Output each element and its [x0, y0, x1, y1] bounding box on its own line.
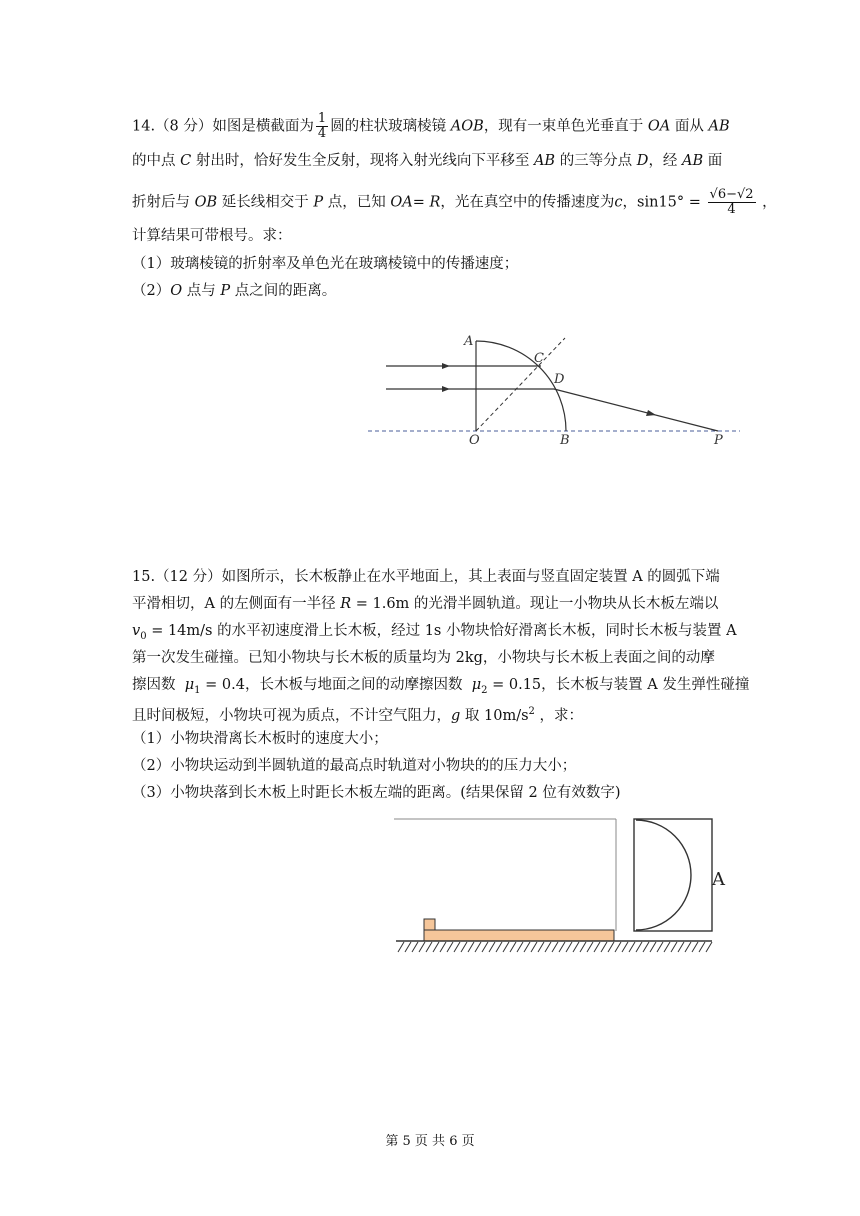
q15-line-3: $v_0 = 14m/s$ 的水平初速度滑上长木板，经过 1s 小物块恰好滑离长木板，同时长木板与装置 A	[132, 623, 737, 642]
q14-question-1: （1）玻璃棱镜的折射率及单色光在玻璃棱镜中的传播速度；	[132, 256, 519, 272]
q15-question-1: （1）小物块滑离长木板时的速度大小；	[132, 731, 388, 747]
label-o: O	[469, 433, 480, 448]
q15-line-5: 擦因数 $\mu_1 = 0.4$，长木板与地面之间的动摩擦因数 $\mu_2 = 0.15$，长木板与装置 A 发生弹性碰撞	[132, 677, 750, 696]
fraction-quarter: $\frac{1}{4}$	[317, 111, 327, 141]
arrow-lower	[442, 386, 450, 392]
label-p: P	[714, 433, 723, 448]
label-a: A	[464, 334, 474, 349]
arrow-upper	[442, 363, 450, 369]
q15-line-2: 平滑相切，A 的左侧面有一半径 R = 1.6m 的光滑半圆轨道。现让一小物块从长木板左端以	[132, 596, 719, 612]
refracted-ray	[554, 389, 718, 431]
ground-hatching	[398, 942, 712, 952]
diagonal-dashed	[476, 338, 565, 431]
small-block	[424, 919, 435, 930]
q15-question-2: （2）小物块运动到半圆轨道的最高点时轨道对小物块的的压力大小；	[132, 758, 577, 774]
q14-question-2: （2）O 点与 P 点之间的距离。	[132, 283, 337, 299]
device-a-label: A	[712, 869, 725, 890]
prism-diagram	[360, 330, 750, 460]
q14-line-1: 14.（8 分）如图是横截面为 $\frac{1}{4}$ 圆的柱状玻璃棱镜 AOB，现有一束单色光垂直于 OA 面从 AB	[132, 111, 730, 141]
arrow-refracted	[646, 410, 656, 416]
q15-line-1: 15.（12 分）如图所示，长木板静止在水平地面上，其上表面与竖直固定装置 A 的圆弧下端	[132, 569, 720, 585]
device-a	[634, 819, 712, 931]
label-c: C	[534, 351, 544, 366]
label-b: B	[560, 433, 570, 448]
page-footer: 第 5 页 共 6 页	[385, 1134, 475, 1149]
q15-line-4: 第一次发生碰撞。已知小物块与长木板的质量均为 2kg，小物块与长木板上表面之间的动摩	[132, 650, 715, 666]
fraction-sin15: $\frac{√6-√2}{4}$	[709, 187, 754, 217]
quarter-arc	[476, 341, 566, 431]
q15-line-6: 且时间极短，小物块可视为质点，不计空气阻力，g 取 $10m/s^2$ ，求：	[132, 706, 584, 724]
label-d: D	[554, 372, 565, 387]
long-board	[424, 930, 614, 941]
q14-line-4: 计算结果可带根号。求：	[132, 228, 292, 244]
board-track-diagram	[390, 812, 740, 962]
q15-question-3: （3）小物块落到长木板上时距长木板左端的距离。(结果保留 2 位有效数字)	[132, 785, 621, 801]
q14-line-2: 的中点 C 射出时，恰好发生全反射，现将入射光线向下平移至 AB 的三等分点 D，经 AB 面	[132, 153, 723, 169]
q14-line-3: 折射后与 OB 延长线相交于 P 点，已知 OA= R，光在真空中的传播速度为c，sin15° = $\frac{√6-√2}{4}$ ，	[132, 187, 777, 217]
